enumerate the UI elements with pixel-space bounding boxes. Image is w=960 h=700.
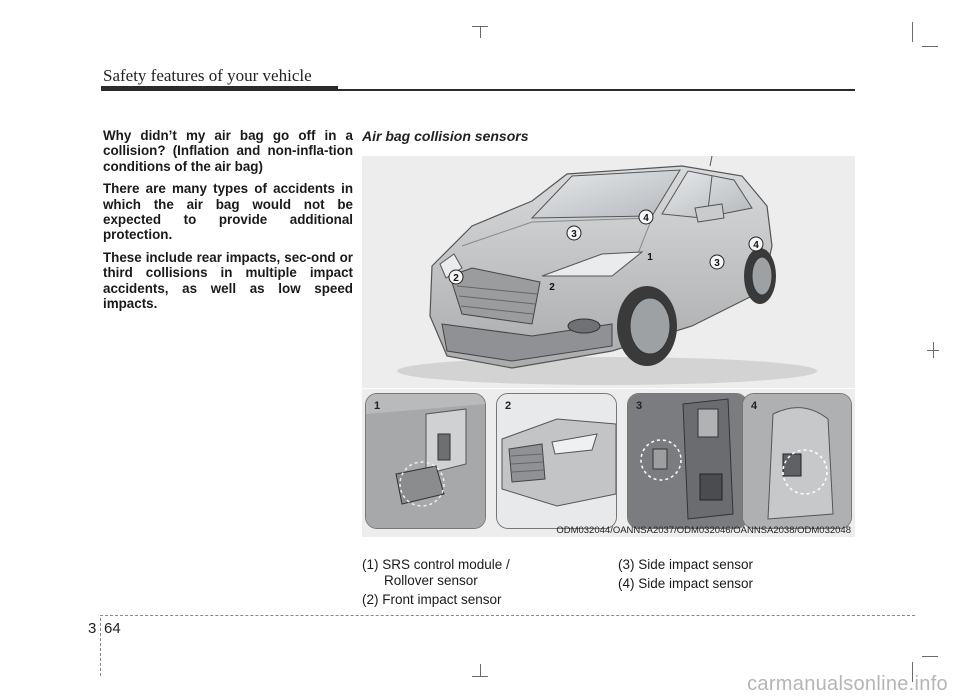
crop-mark: [472, 676, 488, 677]
header-rule-thick: [101, 86, 338, 91]
callout-label: 4: [643, 213, 649, 224]
inset-pillar-sensor: [742, 393, 852, 529]
callout-label: 1: [647, 252, 653, 263]
callout-label: 3: [571, 229, 577, 240]
crop-mark: [912, 22, 913, 42]
inset-number: 2: [505, 400, 512, 412]
legend-item-3: (3) Side impact sensor: [618, 557, 754, 572]
inset-number: 4: [751, 400, 758, 412]
crop-mark: [922, 656, 938, 657]
chapter-number: 3: [88, 620, 97, 637]
footer-rule: [100, 615, 915, 616]
legend-item-4: (4) Side impact sensor: [618, 576, 754, 591]
bumper-drawing: [497, 394, 616, 528]
suv-drawing: [362, 156, 855, 388]
callout-label: 2: [549, 282, 555, 293]
callout-label: 2: [453, 273, 459, 284]
watermark: carmanualsonline.info: [747, 673, 948, 695]
callout-label: 4: [753, 240, 759, 251]
crop-mark: [480, 26, 481, 38]
inset-number: 1: [374, 400, 381, 412]
section-title: Air bag collision sensors: [362, 128, 529, 144]
legend-right: [618, 557, 753, 595]
page-number: 64: [104, 620, 121, 637]
question-paragraph: Why didn’t my air bag go off in a collision? (Inflation and non-infla-tion conditions of the air bag): [103, 128, 353, 174]
legend-item-1: [362, 557, 510, 589]
legend-item-2: (2) Front impact sensor: [362, 592, 502, 607]
inset-door-sensor: [627, 393, 748, 529]
sensor-inset-strip: [362, 389, 855, 537]
legend-item-1-line2: Rollover sensor: [384, 573, 478, 588]
inset-control-module: [365, 393, 486, 529]
inset-front-sensor: [496, 393, 617, 529]
door-drawing: [628, 394, 747, 528]
pillar-drawing: [743, 394, 851, 528]
legend-item-1-line1: (1) SRS control module /: [362, 557, 510, 572]
header-rule-thin: [338, 89, 855, 91]
figure-code: ODM032044/OANNSA2037/ODM032046/OANNSA2038/ODM032048: [556, 525, 851, 536]
crop-mark: [933, 342, 934, 358]
crop-mark: [922, 46, 938, 47]
vehicle-illustration: [362, 156, 855, 388]
inset-number: 3: [636, 400, 643, 412]
examples-paragraph: These include rear impacts, sec-ond or third collisions in multiple impact accidents, as well as low speed impacts.: [103, 249, 353, 312]
left-column: [103, 128, 353, 318]
crop-mark: [480, 664, 481, 676]
callout-label: 3: [714, 258, 720, 269]
explanation-paragraph: There are many types of accidents in which the air bag would not be expected to provide additional protection.: [103, 181, 353, 243]
console-drawing: [366, 394, 485, 528]
page-header-title: Safety features of your vehicle: [103, 66, 312, 85]
legend-left: [362, 557, 510, 611]
footer-separator: [100, 618, 102, 676]
